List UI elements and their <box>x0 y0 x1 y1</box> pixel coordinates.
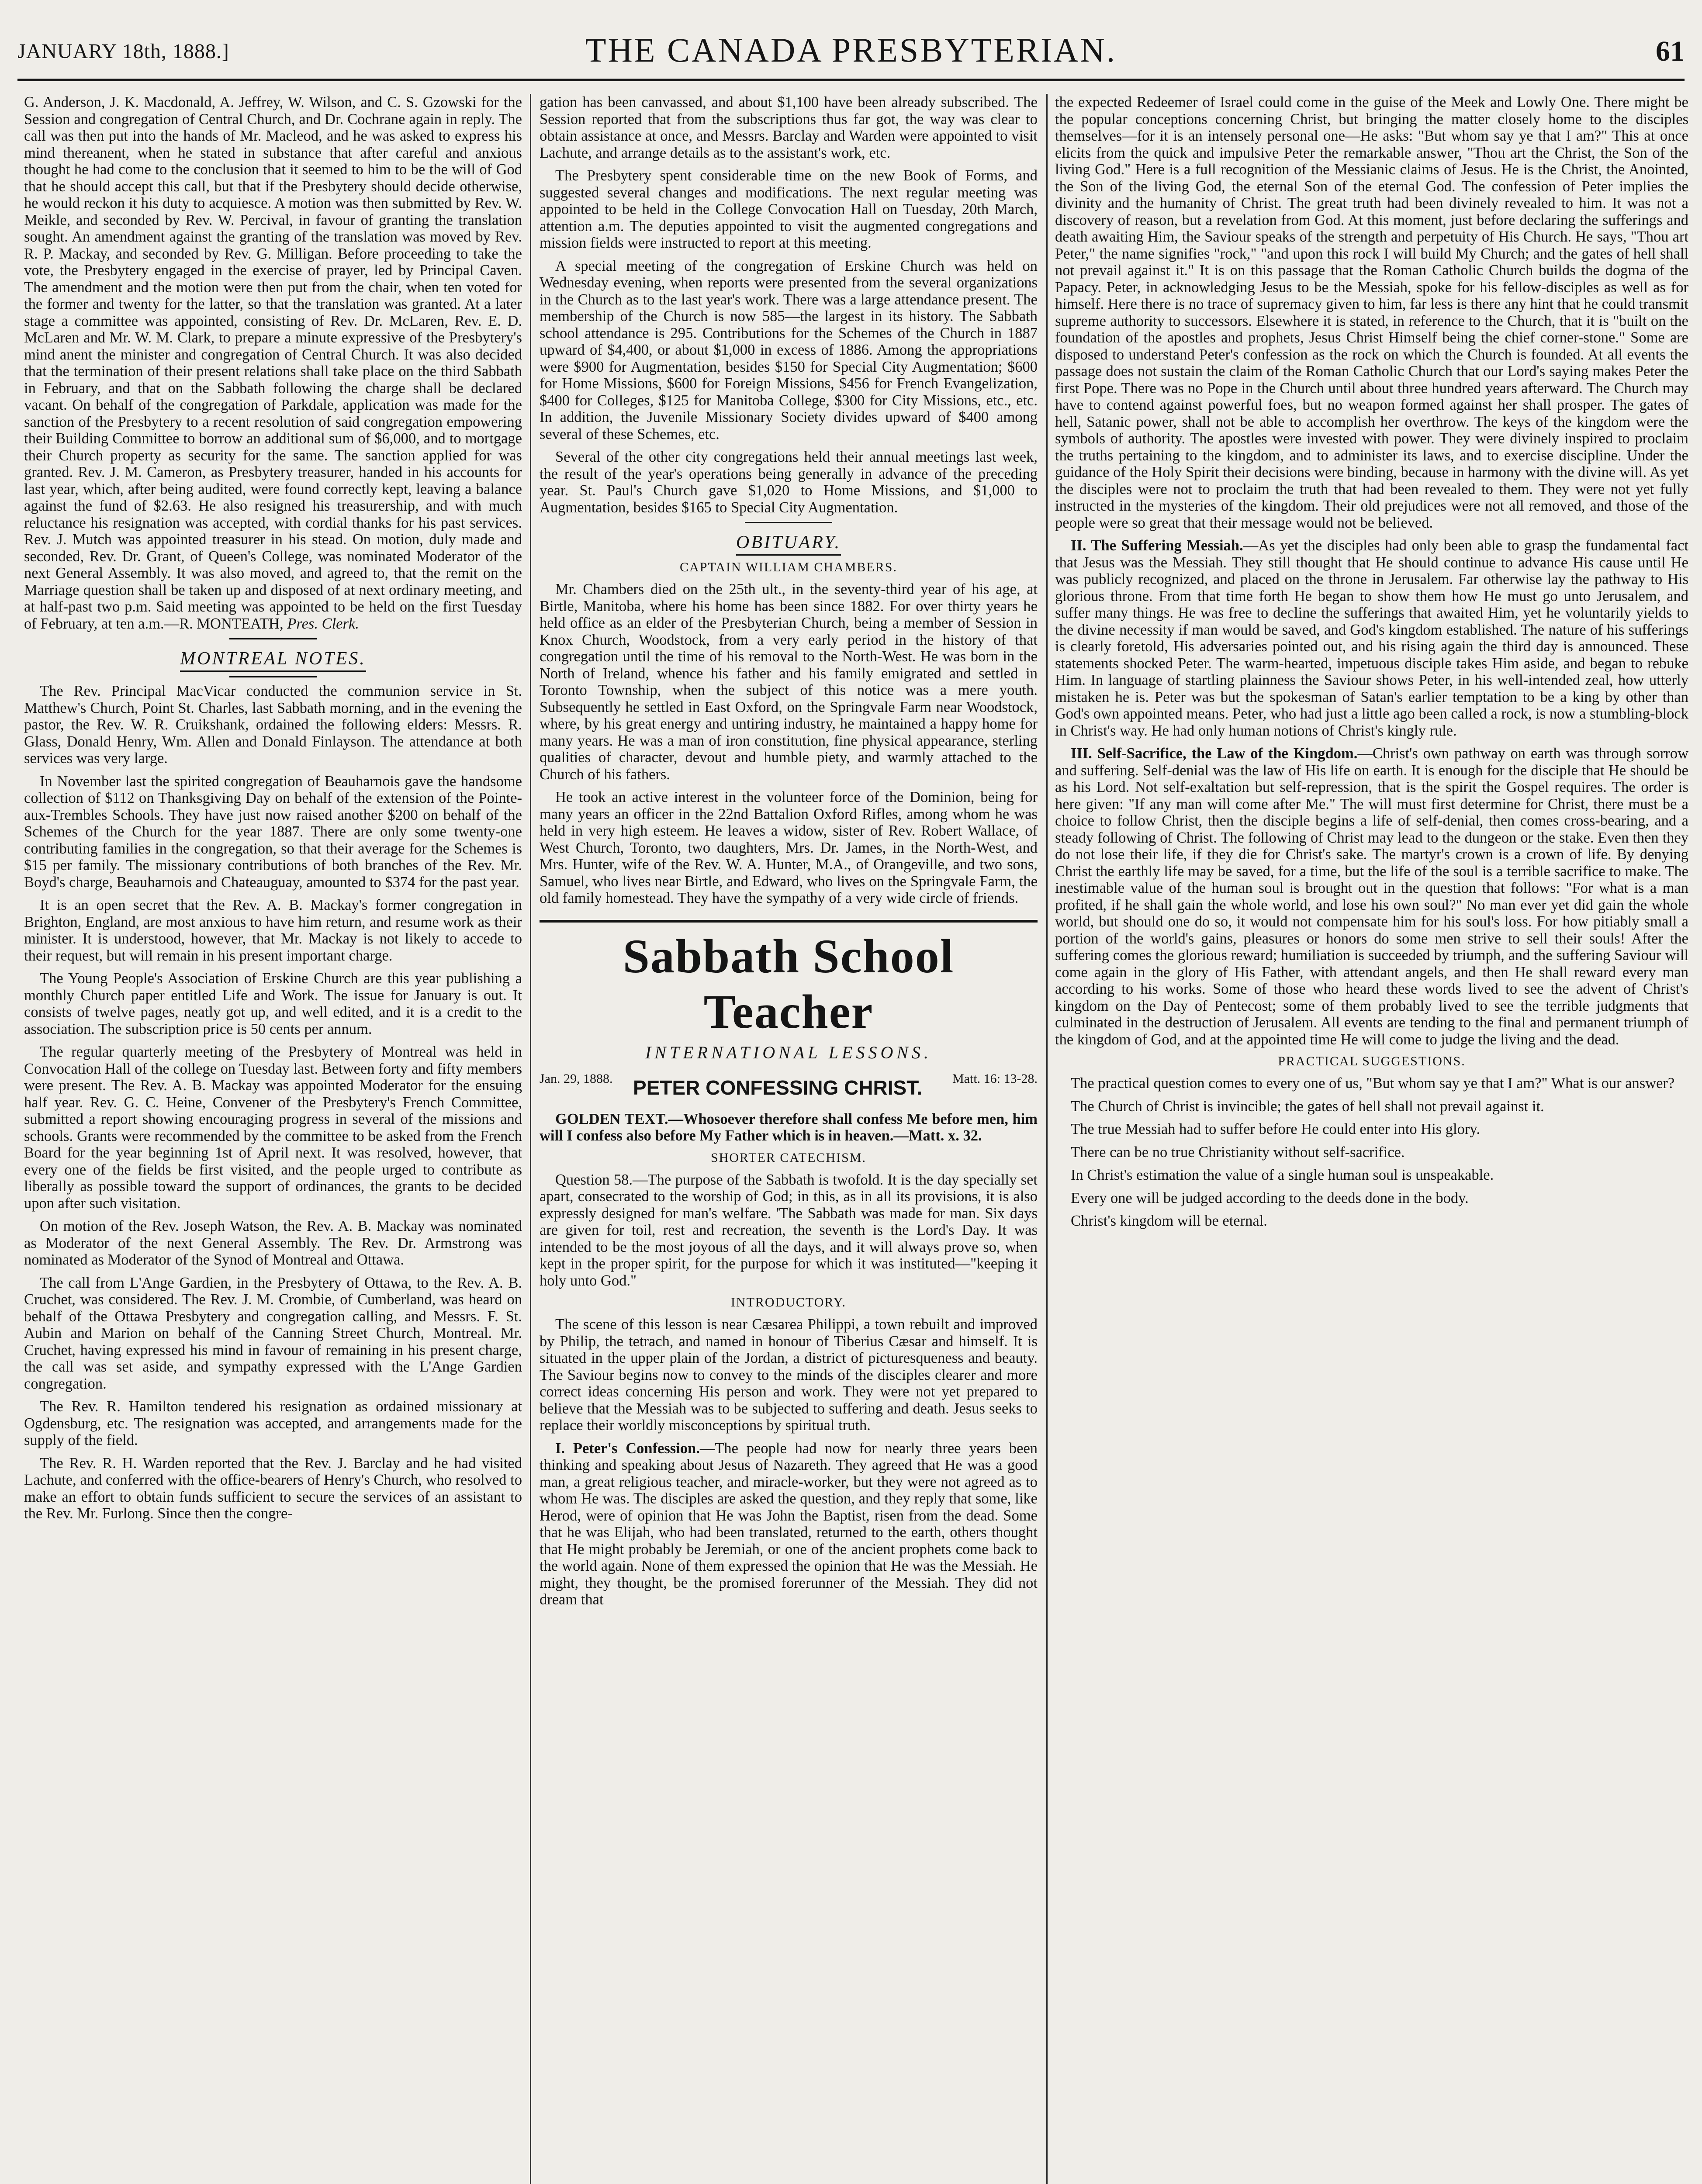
section-text: —The people had now for nearly three years been thinking and speaking about Jesus of Nazareth. They agreed that He was a good man, a great religious teacher, and miracle-worker, but they were not agreed as to whom He was. The disciples are asked the question, and they reply that some, like Herod, were of opinion that He was John the Baptist, risen from the dead. Some that he was Elijah, who had been translated, returned to the earth, others thought that He might probably be Jeremiah, or one of the ancient prophets come back to the world again. None of them expressed the opinion that He was the Messiah. He might, they thought, be the promised forerunner of the Messiah. They did not dream that <box>540 1440 1038 1608</box>
montreal-paragraph: The Rev. Principal MacVicar conducted the communion service in St. Matthew's Church, Point St. Charles, last Sabbath morning, and in the evening the pastor, the Rev. W. R. Cruikshank, ordained the following elders: Messrs. R. Glass, Donald Henry, Wm. Allen and Donald Finlayson. The attendance at both services was very large. <box>24 683 522 767</box>
divider <box>540 920 1038 923</box>
section-title-montreal-notes: MONTREAL NOTES. <box>24 648 522 669</box>
lesson-title: PETER CONFESSING CHRIST. <box>633 1076 922 1099</box>
lesson-paragraph: the expected Redeemer of Israel could come in the guise of the Meek and Lowly One. There might be the popular conceptions concerning Christ, but bringing the matter closely home to the disciples themselves—for it is an intensely personal one—He asks: "But whom say ye that I am?" This at once elicits from the quick and impulsive Peter the remarkable answer, "Thou art the Christ, the Son of the living God." Here is a full recognition of the Messianic claims of Jesus. He is the Christ, the Anointed, the Son of the living God, the eternal Son of the eternal God. The confession of Peter implies the divinity and the humanity of Christ. The great truth had been divinely revealed to him. It was not a discovery of reason, but a revelation from God. At this moment, just before declaring the sufferings and death awaiting Him, the Saviour speaks of the strength and perpetuity of His Church. He says, "Thou art Peter," the name signifies "rock," "and upon this rock I will build My Church; and the gates of hell shall not prevail against it." It is on this passage that the Roman Catholic Church builds the dogma of the Papacy. Peter, in acknowledging Jesus to be the Messiah, spoke for his fellow-disciples as well as for himself. Here there is no trace of supremacy given to him, far less is there any hint that he could transmit supreme authority to successors. Elsewhere it is stated, in reference to the Church, that it is "built on the foundation of the apostles and prophets, Jesus Christ Himself being the chief corner-stone." Some are disposed to understand Peter's confession as the rock on which the Church is founded. At all events the passage does not sustain the claim of the Roman Catholic Church that our Lord's saying makes Peter the first Pope. There was no Pope in the Church until about three hundred years afterward. The Church may have to contend against powerful foes, but no weapon formed against her shall prosper. The gates of hell, Satanic power, shall not be able to accomplish her overthrow. The keys of the kingdom were the symbols of authority. The apostles were invested with power. They were divinely inspired to proclaim the truths pertaining to the kingdom, and to administer its laws, and to exercise discipline. Under the guidance of the Holy Spirit their decisions were binding, because in harmony with the divine will. As yet the disciples were not to proclaim the truth that had been revealed to them. They were not yet fully instructed in the mysteries of the kingdom. Their old prejudices were not all removed, and those of the people were so great that their message would not be believed. <box>1055 94 1688 531</box>
montreal-paragraph: The Rev. R. H. Warden reported that the Rev. J. Barclay and he had visited Lachute, and conferred with the office-bearers of Henry's Church, who resolved to make an effort to obtain funds sufficient to secure the services of an assistant to the Rev. Mr. Furlong. Since then the congre- <box>24 1455 522 1522</box>
montreal-paragraph: On motion of the Rev. Joseph Watson, the Rev. A. B. Mackay was nominated as Moderator of the next General Assembly. The Rev. Dr. Armstrong was nominated as Moderator of the Synod of Montreal and Ottawa. <box>24 1218 522 1268</box>
introductory-title: INTRODUCTORY. <box>730 1295 847 1310</box>
section-text: —As yet the disciples had only been able to grasp the fundamental fact that Jesus was the Messiah. They still thought that He should continue to advance His cause until He was publicly recognized, and placed on the throne in Jerusalem. Far otherwise lay the pathway to His glorious throne. From that time forth He began to show them how He must go unto Jerusalem, and suffer many things. He was free to decline the sufferings that awaited Him, yet he voluntarily yields to the divine necessity if man would be saved, and God's kingdom established. The nature of his sufferings is clearly foretold, His adversaries pointed out, and his rising again the third day is announced. These statements shocked Peter. The warm-hearted, impetuous disciple takes Him aside, and began to rebuke Him. In language of startling plainness the Saviour shows Peter, in his well-intended zeal, how utterly mistaken he is. Peter was but the spokesman of Satan's earlier temptation to be a king by other than God's own appointed means. Peter, who had just a little ago been called a rock, is now a stumbling-block in Christ's way. He had only human notions of Christ's kingly rule. <box>1055 537 1688 739</box>
page-number: 61 <box>1656 35 1685 67</box>
presbytery-text: G. Anderson, J. K. Macdonald, A. Jeffrey, W. Wilson, and C. S. Gzowski for the Session and congregation of Central Church, and Dr. Cochrane again in reply. The call was then put into the hands of Mr. Macleod, and he was asked to express his mind thereanent, when he stated in substance that after careful and anxious thought he had come to the conclusion that it seemed to him to be the will of God that he should accept this call, but that if the Presbytery should decide otherwise, he would reckon it his duty to acquiesce. A motion was then submitted by Rev. W. Meikle, and seconded by Rev. W. Percival, in favour of granting the translation sought. An amendment against the granting of the translation was moved by Rev. R. P. Mackay, and seconded by Rev. G. Milligan. Before proceeding to take the vote, the Presbytery engaged in the exercise of prayer, led by Principal Caven. The amendment and the motion were then put from the chair, when ten voted for the former and twenty for the latter, so that the translation was granted. At a later stage a committee was appointed, consisting of Rev. Dr. McLaren, Rev. E. D. McLaren and Mr. W. M. Clark, to prepare a minute expressive of the Presbytery's mind anent the minister and congregation of Central Church. It was also decided that the termination of their present relations shall take place on the third Sabbath in February, and that on the Sabbath following the charge shall be declared vacant. On behalf of the congregation of Parkdale, application was made for the sanction of the Presbytery to a recent resolution of said congregation empowering their Building Committee to borrow an additional sum of $6,000, and to mortgage their Church property as security for the same. The sanction applied for was granted. Rev. J. M. Cameron, as Presbytery treasurer, handed in his accounts for last year, which, after being audited, were found correctly kept, leaving a balance against the fund of $2.63. He also resigned his treasurership, and with much reluctance his resignation was accepted, with cordial thanks for his past services. Rev. J. Mutch was appointed treasurer in his stead. On motion, duly made and seconded, Rev. Dr. Grant, of Queen's College, was nominated Moderator of the next General Assembly. It was also moved, and agreed to, that the remit on the Marriage question shall be taken up and disposed of at next ordinary meeting, and at half-past two p.m. Said meeting was appointed to be held on the first Tuesday of February, at ten a.m.—R. MONTEATH, <box>24 94 522 632</box>
practical-item: The practical question comes to every one of us, "But whom say ye that I am?" What is our answer? <box>1071 1075 1675 1092</box>
montreal-paragraph: The Rev. R. Hamilton tendered his resignation as ordained missionary at Ogdensburg, etc. The resignation was accepted, and arrangements made for the supply of the field. <box>24 1398 522 1448</box>
lesson-section-3 <box>1055 745 1688 1048</box>
practical-item: The Church of Christ is invincible; the gates of hell shall not prevail against it. <box>1071 1098 1544 1115</box>
montreal-paragraph: The regular quarterly meeting of the Presbytery of Montreal was held in Convocation Hall of the college on Tuesday last. Between forty and fifty members were present. The Rev. A. B. Mackay was appointed Moderator for the ensuing half year. Rev. G. C. Heine, Convener of the Presbytery's French Committee, submitted a report showing encouraging progress in several of the missions and schools. Grants were recommended by the committee to be asked from the French Board for the year beginning 1st of April next. It was resolved, however, that every one of the fields be first visited, and the people urged to contribute as liberally as possible toward the support of ordinances, the grants to be decided upon after such visitation. <box>24 1044 522 1212</box>
practical-item: In Christ's estimation the value of a single human soul is unspeakable. <box>1071 1167 1494 1183</box>
practical-item: Every one will be judged according to the deeds done in the body. <box>1071 1189 1469 1206</box>
signature: Pres. Clerk. <box>287 615 359 632</box>
section-heading: II. The Suffering Messiah. <box>1071 537 1243 554</box>
masthead <box>17 22 1685 81</box>
column-rule <box>530 94 531 2184</box>
montreal-paragraph: In November last the spirited congregation of Beauharnois gave the handsome collection of $112 on Thanksgiving Day on behalf of the extension of the Pointe-aux-Trembles Schools. They have just now raised another $200 on behalf of the Schemes of the Church for the year 1887. There are only some twenty-one contributing families in the congregation, so that their average for the Schemes is $15 per family. The missionary contributions of both branches of the Rev. Mr. Boyd's charge, Beauharnois and Chateauguay, amounted to $374 for the past year. <box>24 773 522 891</box>
article-paragraph: The Presbytery spent considerable time on the new Book of Forms, and suggested several changes and modifications. The next regular meeting was appointed to be held in the College Convocation Hall on Tuesday, 20th March, attention a.m. The deputies appointed to visit the augmented congregations and mission fields were instructed to report at this meeting. <box>540 167 1038 251</box>
article-paragraph: Several of the other city congregations held their annual meetings last week, the result of the year's operations being generally in advance of the preceding year. St. Paul's Church gave $1,020 to Home Missions, and $1,000 to Augmentation, besides $165 to Special City Augmentation. <box>540 449 1038 516</box>
section-heading: III. Self-Sacrifice, the Law of the Kingdom. <box>1071 745 1358 762</box>
column-2 <box>540 94 1038 2184</box>
practical-item: There can be no true Christianity without self-sacrifice. <box>1071 1144 1405 1161</box>
montreal-paragraph: It is an open secret that the Rev. A. B. Mackay's former congregation in Brighton, England, are most anxious to have him return, and resume work as their minister. It is understood, however, that Mr. Mackay is not likely to accede to their request, but will remain in his present important charge. <box>24 897 522 964</box>
section-banner-sabbath-school: Sabbath School Teacher <box>623 929 955 1038</box>
lesson-reference: Matt. 16: 13-28. <box>952 1071 1038 1086</box>
obituary-paragraph: Mr. Chambers died on the 25th ult., in the seventy-third year of his age, at Birtle, Manitoba, where his home has been since 1882. For over thirty years he held office as an elder of the Presbyterian Church, being a member of Session in Knox Church, Woodstock, from a very early period in the history of that congregation until the time of his removal to the North-West. He was born in the North of Ireland, whence his father and his family emigrated and settled in Toronto Township, when the subject of this notice was a mere youth. Subsequently he settled in East Oxford, on the Springvale Farm near Woodstock, where, by his great energy and untiring industry, he maintained a happy home for many years. He was a man of iron constitution, fine physical appearance, sterling qualities of character, devout and humble piety, and warmly attached to the Church of his fathers. <box>540 581 1038 783</box>
article-paragraph: A special meeting of the congregation of Erskine Church was held on Wednesday evening, when reports were presented from the several organizations in the Church as to the last year's work. There was a large attendance present. The membership of the Church is now 585—the largest in its history. The Sabbath school attendance is 295. Contributions for the Schemes of the Church in 1887 upward of $4,400, or about $1,000 in excess of 1886. Among the appropriations were $900 for Augmentation, besides $150 for Special City Augmentation; $600 for Home Missions, $600 for Foreign Missions, $456 for French Evangelization, $400 for Colleges, $125 for Manitoba College, $300 for City Missions, etc., etc. In addition, the Juvenile Missionary Society divides upward of $400 among several of these Schemes, etc. <box>540 257 1038 442</box>
issue-date: JANUARY 18th, 1888.] <box>17 40 229 63</box>
practical-suggestions-title: PRACTICAL SUGGESTIONS. <box>1278 1054 1466 1068</box>
catechism-question: Question 58.—The purpose of the Sabbath is twofold. It is the day specially set apart, consecrated to the worship of God; in this, as in all its provisions, it is also expressly designed for man's welfare. 'The Sabbath was made for man. Six days are given for toil, rest and recreation, the seventh is the Lord's Day. It was intended to be the most joyous of all the days, and it will always prove so, when kept in the proper spirit, for the purpose for which it was instituted—"keeping it holy unto God." <box>540 1171 1038 1289</box>
lesson-heading <box>540 1071 1038 1106</box>
obituary-subtitle: CAPTAIN WILLIAM CHAMBERS. <box>680 560 897 574</box>
international-lessons-label: INTERNATIONAL LESSONS. <box>645 1042 932 1062</box>
column-3 <box>1055 94 1688 2184</box>
divider <box>229 676 317 677</box>
presbytery-report <box>24 94 522 632</box>
column-rule <box>1046 94 1048 2184</box>
section-text: —Christ's own pathway on earth was through sorrow and suffering. Self-denial was the law of His life on earth. It is enough for the disciple that He should be as his Lord. Not self-exaltation but self-repression, that is the spirit the Gospel requires. The order is here given: "If any man will come after Me." The will must first determine for Christ, there must be a choice to follow Christ, then the disciple begins a life of self-denial, then comes cross-bearing, and a steady following of Christ. The following of Christ may lead to the dungeon or the stake. Even then they do not lose their life, if they die for Christ's sake. The martyr's crown is a crown of life. By denying Christ the earthly life may be saved, for a time, but the life of the soul is a terrible sacrifice to make. The inestimable value of the human soul is brought out in the question that follows: "For what is a man profited, if he shall gain the whole world, and lose his own soul?" No man ever yet did gain the whole world, but should one do so, it would not compensate him for his soul's loss. For how pitiably small a portion of the world's gains, pleasures or honors do some men strive to sell their souls! After the suffering comes the glorious reward; humiliation is succeeded by triumph, and the suffering Saviour will come again in the glory of His Father, with attendant angels, and then He shall reward every man according to his works. Some of those who heard these words lived to see the advent of Christ's kingdom on the Day of Pentecost; some of them probably lived to see the terrible judgments that culminated in the destruction of Jerusalem. All events are tending to the final and permanent triumph of the kingdom of God, and at the appointed time He will come to judge the living and the dead. <box>1055 745 1688 1048</box>
introductory-paragraph: The scene of this lesson is near Cæsarea Philippi, a town rebuilt and improved by Philip, the tetrach, and named in honour of Tiberius Cæsar and himself. It is situated in the upper plain of the Jordan, a district of picturesqueness and beauty. The Saviour begins now to convey to the minds of the disciples clearer and more correct ideas concerning His person and work. They were not yet prepared to believe that the Messiah was to be subjected to suffering and death. Jesus seeks to replace their worldly misconceptions by spiritual truth. <box>540 1316 1038 1434</box>
newspaper-title: THE CANADA PRESBYTERIAN. <box>585 31 1117 69</box>
practical-item: Christ's kingdom will be eternal. <box>1071 1213 1267 1229</box>
divider <box>745 522 832 523</box>
golden-text: GOLDEN TEXT.—Whosoever therefore shall confess Me before men, him will I confess also before My Father which is in heaven.—Matt. x. 32. <box>540 1110 1038 1144</box>
lesson-date: Jan. 29, 1888. <box>540 1071 613 1086</box>
section-title-obituary: OBITUARY. <box>540 532 1038 553</box>
lesson-section-1 <box>540 1440 1038 1608</box>
catechism-title: SHORTER CATECHISM. <box>711 1150 866 1165</box>
practical-item: The true Messiah had to suffer before He could enter into His glory. <box>1071 1121 1480 1137</box>
lesson-section-2 <box>1055 537 1688 739</box>
column-1 <box>24 94 522 2184</box>
section-heading: I. Peter's Confession. <box>555 1440 700 1457</box>
divider <box>229 638 317 639</box>
montreal-paragraph: The call from L'Ange Gardien, in the Presbytery of Ottawa, to the Rev. A. B. Cruchet, was considered. The Rev. J. M. Crombie, of Cumberland, was heard on behalf of the Ottawa Presbytery and congregation calling, and Messrs. F. St. Aubin and Marion on behalf of the Canning Street Church, Montreal. Mr. Cruchet, having expressed his mind in favour of remaining in his present charge, the call was set aside, and sympathy expressed with the L'Ange Gardien congregation. <box>24 1274 522 1392</box>
obituary-paragraph: He took an active interest in the volunteer force of the Dominion, being for many years an officer in the 22nd Battalion Oxford Rifles, among whom he was held in very high esteem. He leaves a widow, sister of Rev. Robert Wallace, of West Church, Toronto, two daughters, Mrs. Dr. James, in the North-West, and Mrs. Hunter, wife of the Rev. W. A. Hunter, M.A., of Orangeville, and two sons, Samuel, who lives near Birtle, and Edward, who lives on the Springvale Farm, the old family homestead. They have the sympathy of a very wide circle of friends. <box>540 789 1038 906</box>
montreal-paragraph: The Young People's Association of Erskine Church are this year publishing a monthly Church paper entitled Life and Work. The issue for January is out. It consists of twelve pages, neatly got up, and well edited, and it is a credit to the association. The subscription price is 50 cents per annum. <box>24 970 522 1037</box>
article-paragraph: gation has been canvassed, and about $1,100 have been already subscribed. The Session reported that from the subscriptions thus far got, the way was clear to obtain assistance at once, and Messrs. Barclay and Warden were appointed to visit Lachute, and arrange details as to the assistant's work, etc. <box>540 94 1038 161</box>
